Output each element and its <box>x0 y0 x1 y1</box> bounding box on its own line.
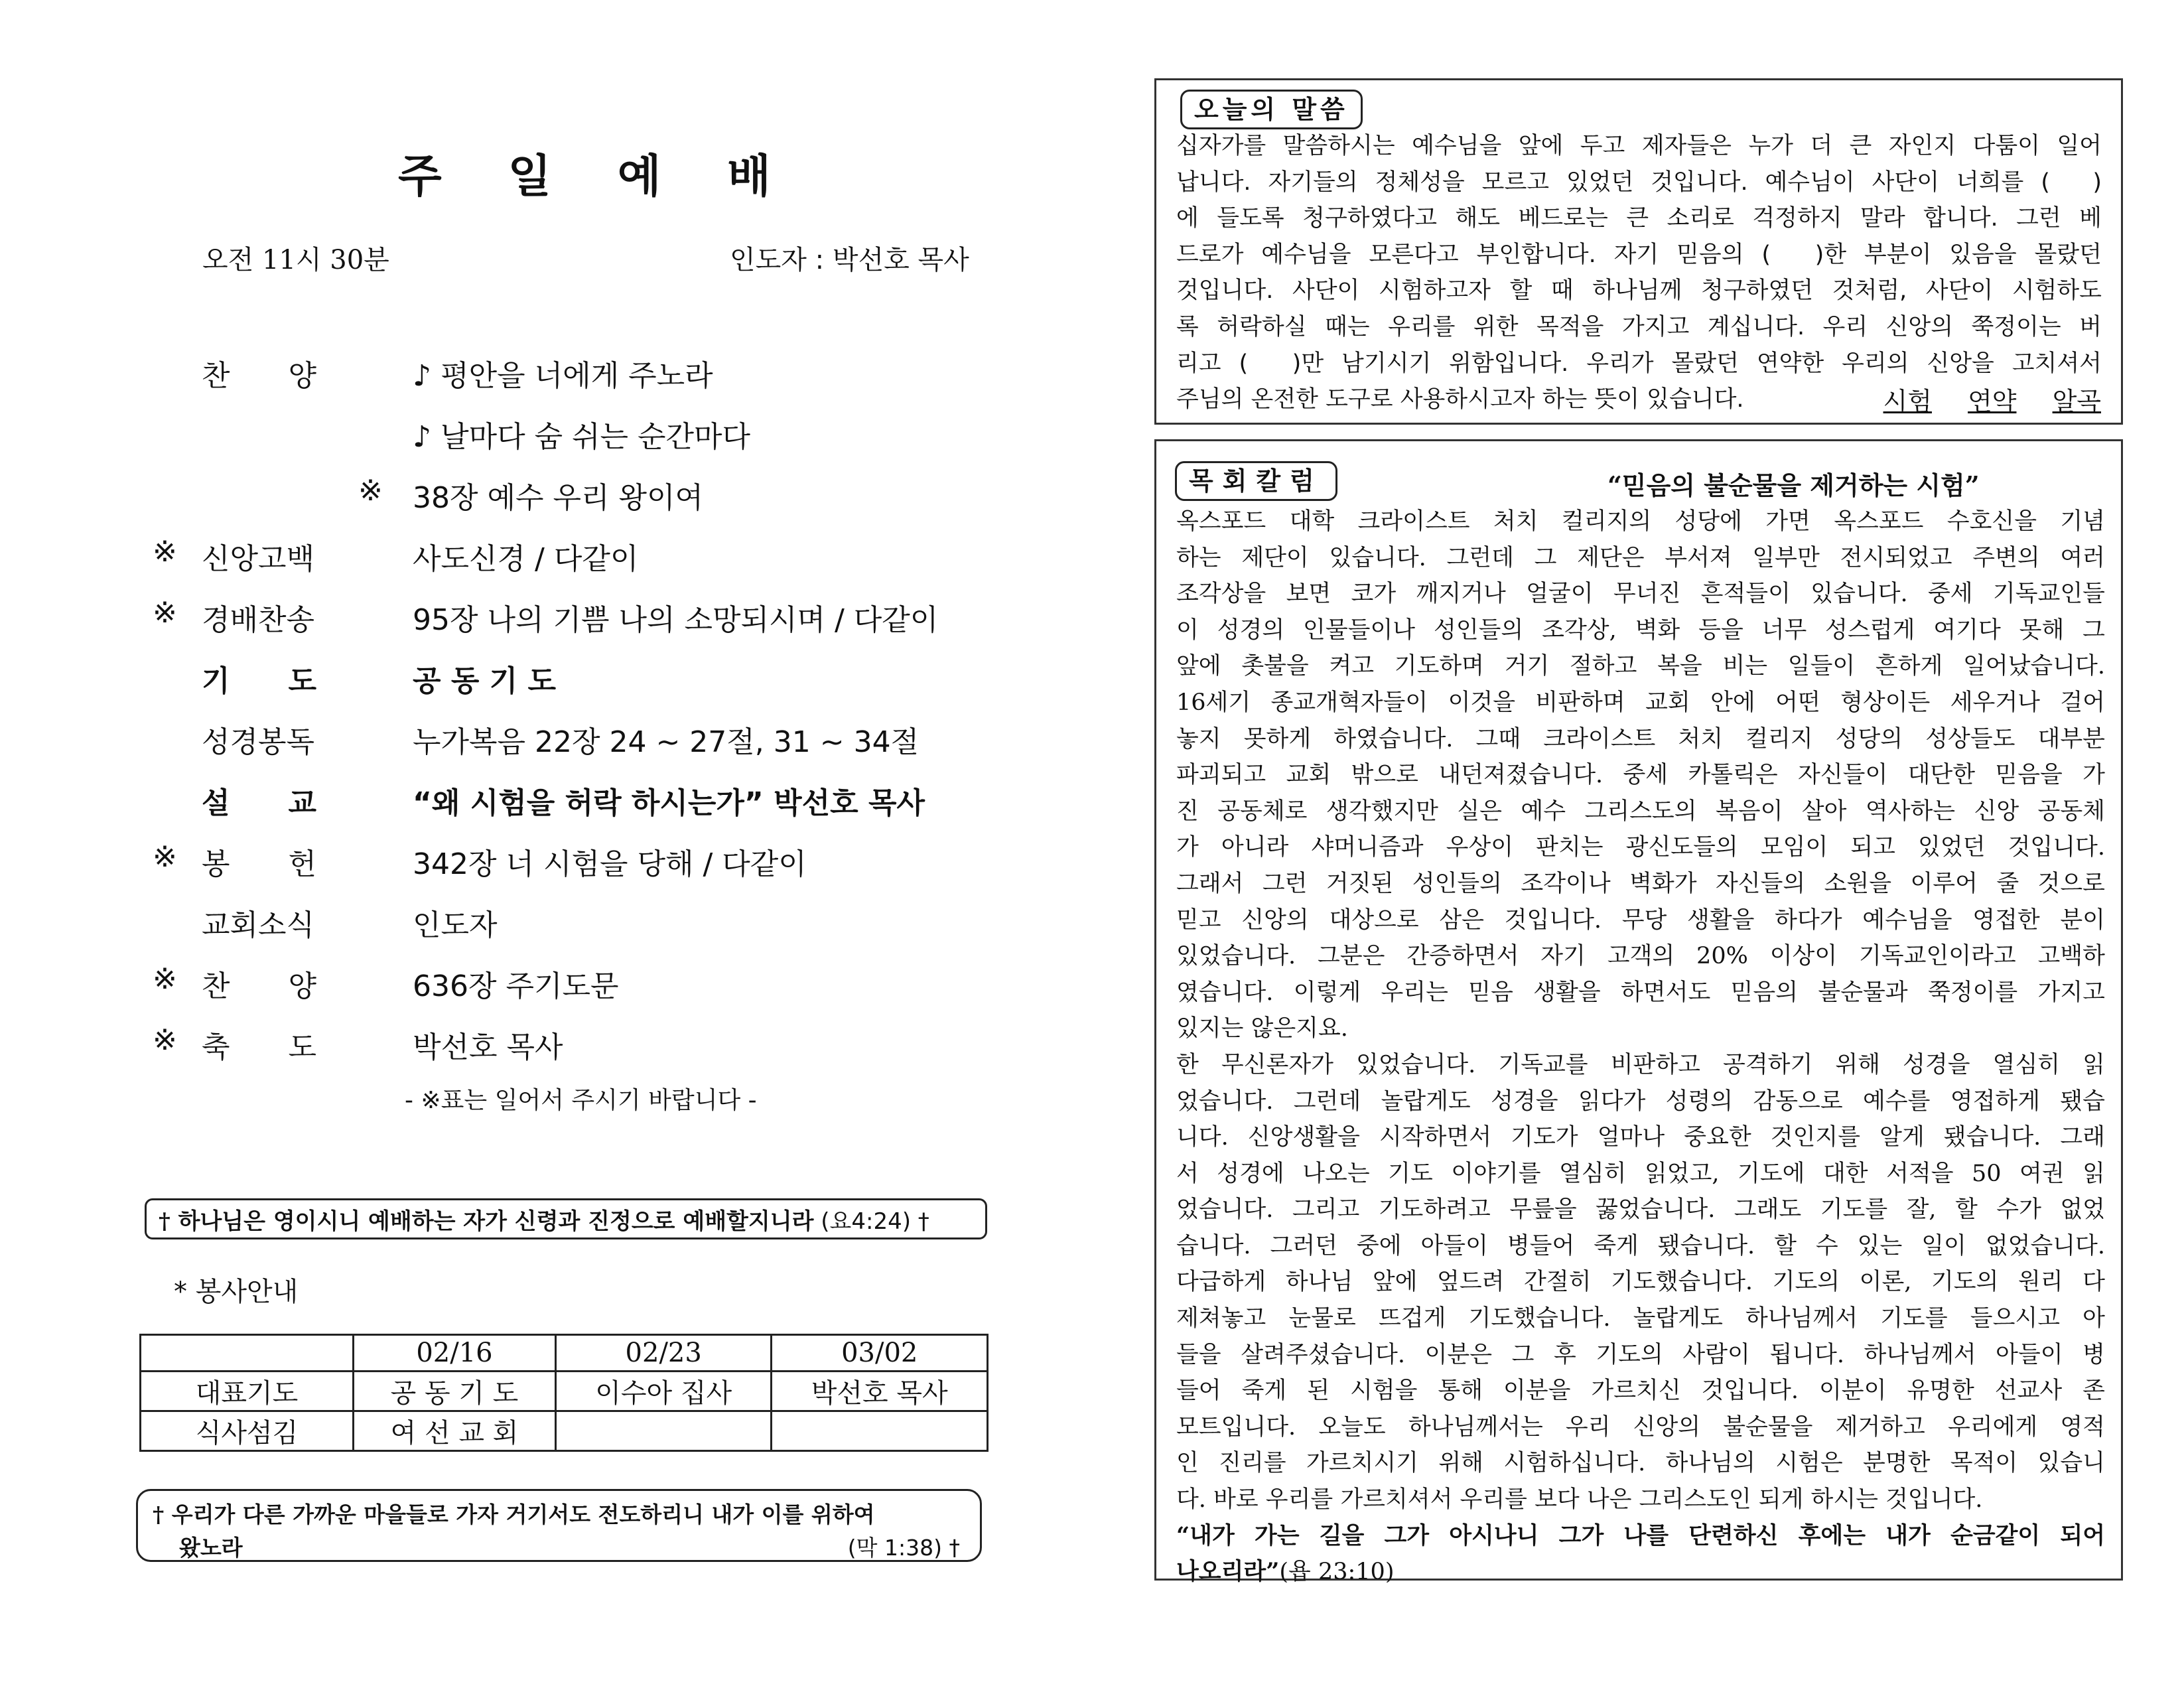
text-line: 그래서 그런 거짓된 성인들의 조각이나 벽화가 자신들의 소원을 이루어 줄 것으로 <box>1176 870 2105 897</box>
text-line: 납니다. 자기들의 정체성을 모르고 있었던 것입니다. 예수님이 사단이 너희를 ( ) <box>1176 169 2102 196</box>
text-line: 제쳐놓고 눈물로 뜨겁게 기도했습니다. 놀랍게도 하나님께서 기도를 들으시고 아 <box>1176 1305 2105 1332</box>
text-line: 파괴되고 교회 밖으로 내던져졌습니다. 중세 카톨릭은 자신들이 대단한 믿음을 가 <box>1176 762 2105 789</box>
order-row <box>153 650 1081 711</box>
text-line: 었습니다. 그런데 놀랍게도 성경을 읽다가 성령의 감동으로 예수를 영접하게 됐습 <box>1176 1088 2105 1115</box>
table-header-row <box>141 1335 988 1372</box>
table-cell <box>555 1411 772 1451</box>
text-line: 주님의 온전한 도구로 사용하시고자 하는 뜻이 있습니다. <box>1176 386 1744 413</box>
order-label: 축 도 <box>202 1030 317 1064</box>
column-body <box>1176 504 2105 1590</box>
text-line: 들을 살려주셨습니다. 이분은 그 후 기도의 사람이 됩니다. 하나님께서 아들이 병 <box>1176 1341 2105 1368</box>
scripture-text: † 하나님은 영이시니 예배하는 자가 신령과 진정으로 예배할지니라 <box>159 1208 814 1235</box>
stand-mark: ※ <box>153 596 177 630</box>
order-content: 인도자 <box>413 908 498 942</box>
text-line: 다급하게 하나님 앞에 엎드려 간절히 기도했습니다. 기도의 이론, 기도의 원리 다 <box>1176 1269 2105 1296</box>
today-word-box <box>1154 78 2123 425</box>
text-line: 하는 제단이 있습니다. 그런데 그 제단은 부서져 일부만 전시되었고 주변의 여러 <box>1176 544 2105 571</box>
answer-word: 연약 <box>1968 387 2017 416</box>
order-label: ※ <box>358 474 383 508</box>
text-line: 것입니다. 사단이 시험하고자 할 때 하나님께 청구하였던 것처럼, 사단이 시험하도 <box>1176 277 2102 305</box>
date-cell: 02/16 <box>354 1335 556 1372</box>
stand-mark: ※ <box>153 535 177 569</box>
order-label: 찬 양 <box>202 359 317 393</box>
text-line: 드로가 예수님을 모른다고 부인합니다. 자기 믿음의 ( )한 부분이 있음을 몰랐던 <box>1176 241 2102 268</box>
text-line: 모트입니다. 오늘도 하나님께서는 우리 신앙의 불순물을 제거하고 우리에게 영적 <box>1176 1413 2105 1441</box>
service-table <box>139 1334 989 1452</box>
order-label: 설 교 <box>202 786 317 820</box>
text-line: 앞에 촛불을 켜고 기도하며 거기 절하고 복을 비는 일들이 흔하게 일어났습니다. <box>1176 653 2105 680</box>
scripture-banner <box>145 1198 987 1239</box>
order-row <box>153 955 1081 1017</box>
order-content: 박선호 목사 <box>413 1030 563 1064</box>
order-of-worship <box>153 345 1081 1078</box>
text-line: 있지는 않은지요. <box>1176 1015 1348 1042</box>
order-content: 342장 너 시험을 당해 / 다같이 <box>413 847 807 881</box>
table-cell <box>772 1411 988 1451</box>
order-content: 38장 예수 우리 왕이여 <box>413 481 703 515</box>
answer-word: 알곡 <box>2052 387 2101 416</box>
order-label: 기 도 <box>202 664 317 698</box>
closing-verse-line <box>1176 1554 2105 1590</box>
order-content: “왜 시험을 허락 하시는가” 박선호 목사 <box>413 786 925 820</box>
order-row <box>153 345 1081 406</box>
text-line: 조각상을 보면 코가 깨지거나 얼굴이 무너진 흔적들이 있습니다. 중세 기독교인들 <box>1176 581 2105 608</box>
table-cell: 이수아 집사 <box>555 1372 772 1411</box>
scripture-line-1: † 우리가 다른 가까운 마을들로 가자 거기서도 전도하리니 내가 이를 위하여 <box>153 1502 875 1527</box>
order-content: 95장 나의 기쁨 나의 소망되시며 / 다같이 <box>413 603 939 637</box>
order-content: 누가복음 22장 24 ~ 27절, 31 ~ 34절 <box>413 725 920 759</box>
table-cell: 공 동 기 도 <box>354 1372 556 1411</box>
service-leader: 인도자 : 박선호 목사 <box>730 245 969 275</box>
text-line: 한 무신론자가 있었습니다. 기독교를 비판하고 공격하기 위해 성경을 열심히 읽 <box>1176 1051 2105 1078</box>
service-guide-title: * 봉사안내 <box>174 1277 299 1307</box>
date-cell: 02/23 <box>555 1335 772 1372</box>
answer-word: 시험 <box>1883 387 1932 416</box>
table-cell <box>141 1335 354 1372</box>
order-row <box>153 711 1081 772</box>
text-line: 옥스포드 대학 크라이스트 처치 컬리지의 성당에 가면 옥스포드 수호신을 기념 <box>1176 508 2105 535</box>
text-line: 믿고 신앙의 대상으로 삼은 것입니다. 무당 생활을 하다가 예수님을 영접한 분이 <box>1176 906 2105 934</box>
order-content: 사도신경 / 다같이 <box>413 542 639 576</box>
stand-mark: ※ <box>153 840 177 874</box>
order-content: 636장 주기도문 <box>413 969 619 1003</box>
row-label: 대표기도 <box>141 1372 354 1411</box>
order-label: 신앙고백 <box>202 542 315 576</box>
text-line: 서 성경에 나오는 기도 이야기를 열심히 읽었고, 기도에 대한 서적을 50 여권 읽 <box>1176 1160 2105 1187</box>
text-line: 였습니다. 이렇게 우리는 믿음 생활을 하면서도 믿음의 불순물과 쭉정이를 가지고 <box>1176 979 2105 1006</box>
closing-verse-line: “내가 가는 길을 그가 아시나니 그가 나를 단련하신 후에는 내가 순금같이 되어 <box>1176 1521 2105 1549</box>
answer-key <box>1856 381 2101 417</box>
today-word-text <box>1176 128 2102 418</box>
order-row <box>153 772 1081 833</box>
text-line: 십자가를 말씀하시는 예수님을 앞에 두고 제자들은 누가 더 큰 자인지 다툼이 일어 <box>1176 133 2102 159</box>
text-line: 에 들도록 청구하였다고 해도 베드로는 큰 소리로 걱정하지 말라 합니다. 그런 베 <box>1176 205 2102 232</box>
order-row <box>153 406 1081 467</box>
date-cell: 03/02 <box>772 1335 988 1372</box>
order-content: ♪ 평안을 너에게 주노라 <box>413 359 713 393</box>
scripture-banner-2 <box>136 1489 982 1562</box>
pastoral-column-box <box>1154 439 2123 1586</box>
text-line: 있었습니다. 그분은 간증하면서 자기 고객의 20% 이상이 기독교인이라고 고백하 <box>1176 943 2105 970</box>
text-line: 인 진리를 가르치시기 위해 시험하십니다. 하나님의 시험은 분명한 목적이 있습니 <box>1176 1450 2105 1477</box>
text-line: 리고 ( )만 남기시기 위함입니다. 우리가 몰랐던 연약한 우리의 신앙을 고치셔서 <box>1176 350 2102 377</box>
text-line: 습니다. 그러던 중에 아들이 병들어 죽게 됐습니다. 할 수 있는 일이 없었습니다. <box>1176 1232 2105 1259</box>
order-content: 공 동 기 도 <box>413 664 556 698</box>
order-row <box>153 467 1081 528</box>
text-line: 놓지 못하게 하였습니다. 그때 크라이스트 처치 컬리지 성당의 성상들도 대부분 <box>1176 725 2105 752</box>
text-line: 다. 바로 우리를 가르치셔서 우리를 보다 나은 그리스도인 되게 하시는 것입니다. <box>1176 1486 1983 1514</box>
order-row <box>153 1017 1081 1078</box>
scripture-ref: (요4:24) † <box>821 1208 929 1235</box>
row-label: 식사섬김 <box>141 1411 354 1451</box>
text-line: 록 허락하실 때는 우리를 위한 목적을 가지고 계십니다. 우리 신앙의 쭉정이는 버 <box>1176 313 2102 340</box>
stand-mark: ※ <box>153 1023 177 1057</box>
order-row <box>153 894 1081 955</box>
table-row <box>141 1372 988 1411</box>
order-content: ♪ 날마다 숨 쉬는 순간마다 <box>413 420 751 454</box>
standing-note: - ※표는 일어서 주시기 바랍니다 - <box>405 1087 757 1114</box>
order-row <box>153 833 1081 894</box>
order-label: 경배찬송 <box>202 603 315 637</box>
order-label: 성경봉독 <box>202 725 315 759</box>
column-tag: 목회칼럼 <box>1175 461 1337 501</box>
service-time: 오전 11시 30분 <box>202 245 389 275</box>
text-line: 이 성경의 인물들이나 성인들의 조각상, 벽화 등을 너무 성스럽게 여기다 못해 그 <box>1176 616 2105 644</box>
order-row <box>153 528 1081 589</box>
text-line: 16세기 종교개혁자들이 이것을 비판하며 교회 안에 어떤 형상이든 세우거나 걸어 <box>1176 689 2105 716</box>
table-row <box>141 1411 988 1451</box>
scripture-line-2: 왔노라 <box>179 1535 243 1561</box>
order-label: 찬 양 <box>202 969 317 1003</box>
today-word-tag: 오늘의 말씀 <box>1180 90 1363 129</box>
column-title: “믿음의 불순물을 제거하는 시험” <box>1607 470 1980 500</box>
text-line: 들어 죽게 된 시험을 통해 이분을 가르치신 것입니다. 이분이 유명한 선교사 존 <box>1176 1377 2105 1405</box>
closing-verse-ref: (욥 23:10) <box>1279 1559 1395 1586</box>
order-label: 봉 헌 <box>202 847 317 881</box>
closing-verse-text: 나오리라” <box>1176 1558 1280 1586</box>
table-cell: 여 선 교 회 <box>354 1411 556 1451</box>
text-line: 가 아니라 샤머니즘과 우상이 판치는 광신도들의 모임이 되고 있었던 것입니다. <box>1176 834 2105 861</box>
text-line: 진 공동체로 생각했지만 실은 예수 그리스도의 복음이 살아 역사하는 신앙 공동체 <box>1176 798 2105 825</box>
text-line: 었습니다. 그리고 기도하려고 무릎을 꿇었습니다. 그래도 기도를 잘, 할 수가 없었 <box>1176 1196 2105 1224</box>
scripture-ref: (막 1:38) † <box>847 1535 960 1561</box>
order-row <box>153 589 1081 650</box>
order-label: 교회소식 <box>202 908 315 942</box>
page-title: 주 일 예 배 <box>398 150 796 203</box>
table-cell: 박선호 목사 <box>772 1372 988 1411</box>
text-line: 니다. 신앙생활을 시작하면서 기도가 얼마나 중요한 것인지를 알게 됐습니다. 그래 <box>1176 1124 2105 1151</box>
stand-mark: ※ <box>153 962 177 996</box>
